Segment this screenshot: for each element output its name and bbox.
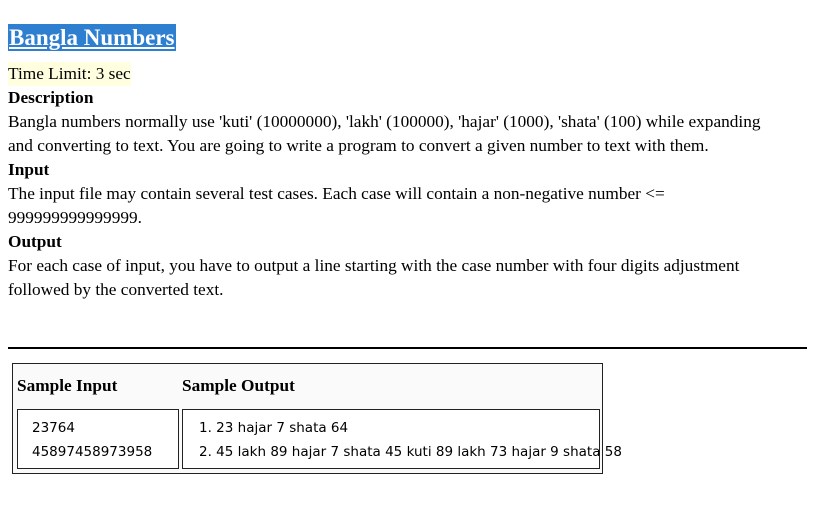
description-heading: Description [8, 88, 94, 107]
description-text-line-2: and converting to text. You are going to write a program to convert a given number to text with them. [8, 136, 709, 155]
input-text-line-1: The input file may contain several test cases. Each case will contain a non-negative number <= [8, 184, 665, 203]
output-text-line-1: For each case of input, you have to output a line starting with the case number with four digits adjustment [8, 256, 740, 275]
sample-output-heading: Sample Output [182, 376, 295, 395]
time-limit: Time Limit: 3 sec [8, 62, 131, 86]
problem-body [8, 62, 808, 302]
sample-output-line: 2. 45 lakh 89 hajar 7 shata 45 kuti 89 lakh 73 hajar 9 shata 58 [199, 444, 622, 460]
sample-input-heading: Sample Input [17, 376, 118, 395]
input-heading: Input [8, 160, 50, 179]
output-text-line-2: followed by the converted text. [8, 280, 224, 299]
problem-title-wrap [8, 24, 176, 51]
sample-input-line: 23764 [32, 420, 75, 436]
horizontal-divider [8, 347, 807, 349]
input-text-line-2: 999999999999999. [8, 208, 142, 227]
problem-title-link[interactable]: Bangla Numbers [9, 25, 175, 50]
sample-output-line: 1. 23 hajar 7 shata 64 [199, 420, 349, 436]
description-text-line-1: Bangla numbers normally use 'kuti' (10000000), 'lakh' (100000), 'hajar' (1000), 'shata' (100) while expanding [8, 112, 761, 131]
output-heading: Output [8, 232, 62, 251]
sample-input-box [17, 409, 179, 469]
sample-output-box [182, 409, 622, 469]
sample-table [12, 363, 622, 474]
sample-input-line: 45897458973958 [32, 444, 153, 460]
